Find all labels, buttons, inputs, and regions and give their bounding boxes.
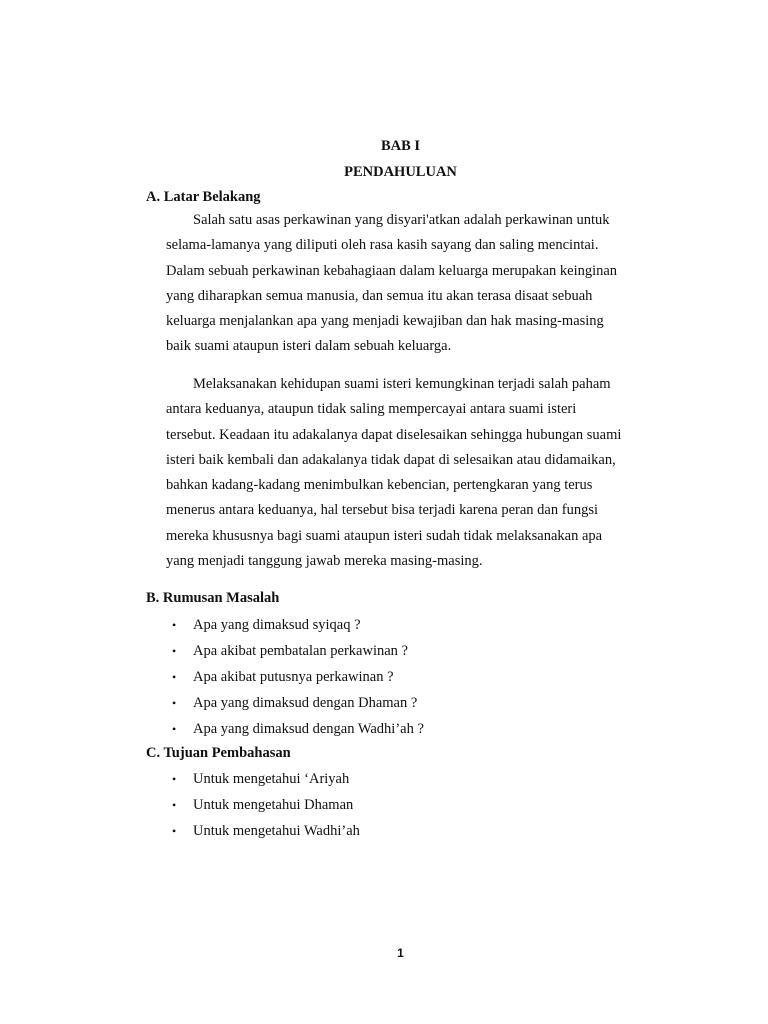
chapter-number: BAB I: [380, 138, 421, 154]
list-item: [166, 716, 424, 742]
latar-belakang-paragraph-1: [166, 208, 656, 360]
paragraph-line: Dalam sebuah perkawinan kebahagiaan dalam keluarga merupakan keinginan: [166, 262, 618, 279]
bullet-icon: •: [172, 722, 177, 736]
paragraph-line: yang menjadi tanggung jawab mereka masing-masing.: [166, 553, 483, 570]
section-c-heading: C. Tujuan Pembahasan: [146, 745, 291, 761]
paragraph-line: mereka khususnya bagi suami ataupun isteri sudah tidak melaksanakan apa: [166, 527, 603, 544]
section-b-heading: B. Rumusan Masalah: [146, 590, 280, 606]
list-item-text: Apa akibat pembatalan perkawinan ?: [193, 643, 408, 659]
bullet-icon: •: [172, 798, 177, 812]
section-a-heading: A. Latar Belakang: [146, 189, 261, 205]
bullet-icon: •: [172, 696, 177, 710]
paragraph-line: Salah satu asas perkawinan yang disyari'atkan adalah perkawinan untuk: [193, 212, 610, 228]
rumusan-masalah-list: [166, 612, 424, 742]
paragraph-line: antara keduanya, ataupun tidak saling mempercayai antara suami isteri: [166, 401, 577, 418]
page-number: 1: [397, 946, 404, 960]
list-item-text: Apa yang dimaksud dengan Wadhi’ah ?: [193, 721, 424, 737]
bullet-icon: •: [172, 824, 177, 838]
bullet-icon: •: [172, 670, 177, 684]
list-item-text: Apa akibat putusnya perkawinan ?: [193, 669, 394, 685]
list-item-text: Untuk mengetahui ‘Ariyah: [193, 771, 350, 787]
list-item: [166, 638, 424, 664]
list-item-text: Untuk mengetahui Dhaman: [193, 797, 354, 813]
paragraph-line: baik suami ataupun isteri dalam sebuah keluarga.: [166, 338, 452, 355]
list-item: [166, 818, 360, 844]
chapter-title: PENDAHULUAN: [344, 164, 457, 180]
list-item-text: Untuk mengetahui Wadhi’ah: [193, 823, 360, 839]
paragraph-line: isteri baik kembali dan adakalanya tidak dapat di selesaikan atau didamaikan,: [166, 451, 616, 468]
list-item: [166, 766, 360, 792]
paragraph-line: Melaksanakan kehidupan suami isteri kemungkinan terjadi salah paham: [193, 376, 611, 392]
list-item: [166, 792, 360, 818]
paragraph-line: menerus antara keduanya, hal tersebut bisa terjadi karena peran dan fungsi: [166, 502, 598, 519]
tujuan-pembahasan-list: [166, 766, 360, 844]
list-item: [166, 690, 424, 716]
list-item-text: Apa yang dimaksud syiqaq ?: [193, 617, 361, 633]
list-item: [166, 612, 424, 638]
bullet-icon: •: [172, 644, 177, 658]
bullet-icon: •: [172, 772, 177, 786]
bullet-icon: •: [172, 618, 177, 632]
paragraph-line: yang diharapkan semua manusia, dan semua itu akan terasa disaat sebuah: [166, 287, 593, 304]
paragraph-line: keluarga menjalankan apa yang menjadi kewajiban dan hak masing-masing: [166, 313, 604, 330]
paragraph-line: selama-lamanya yang diliputi oleh rasa kasih sayang dan saling mencintai.: [166, 237, 599, 254]
latar-belakang-paragraph-2: [166, 372, 656, 574]
list-item-text: Apa yang dimaksud dengan Dhaman ?: [193, 695, 418, 711]
paragraph-line: tersebut. Keadaan itu adakalanya dapat diselesaikan sehingga hubungan suami: [166, 426, 622, 443]
list-item: [166, 664, 424, 690]
paragraph-line: bahkan kadang-kadang menimbulkan kebencian, pertengkaran yang terus: [166, 477, 593, 494]
